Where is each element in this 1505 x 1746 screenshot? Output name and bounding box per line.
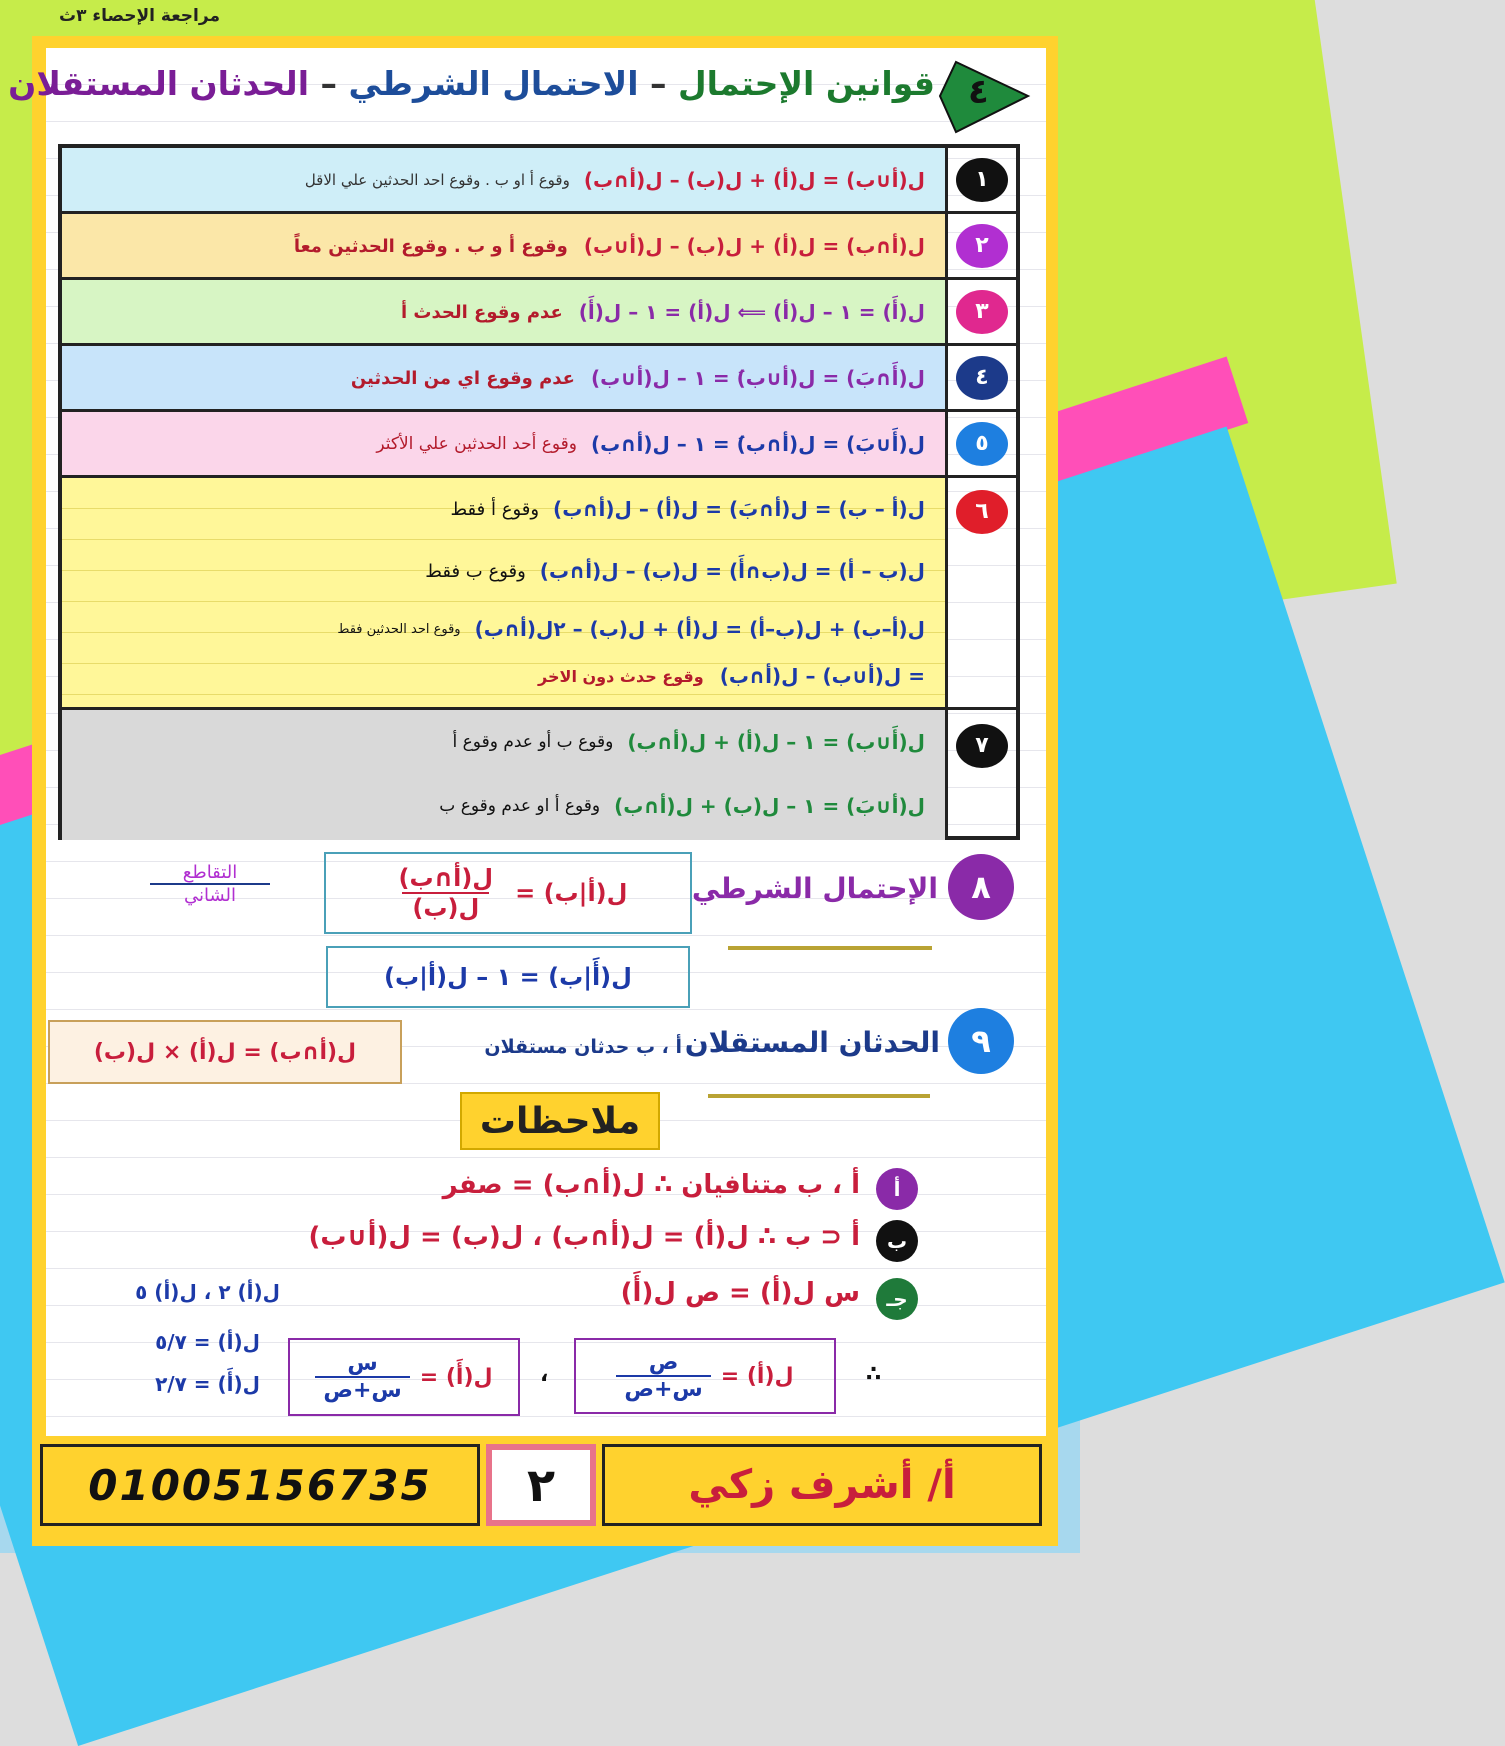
independent-note: أ ، ب حدثان مستقلان bbox=[484, 1036, 682, 1058]
note-b-text: أ ⊂ ب ∴ ل(أ) = ل(أ∩ب) ، ل(ب) = ل(أ∪ب) bbox=[308, 1222, 860, 1252]
rule-7b-formula: ل(أ∪بَ) = ١ – ل(ب) + ل(أ∩ب) bbox=[614, 794, 925, 818]
note-c-text: س ل(أ) = ص ل(أَ) bbox=[620, 1278, 860, 1308]
section-number: ٤ bbox=[968, 72, 989, 112]
rule-row-2 bbox=[62, 214, 948, 280]
title-part1: قوانين الإحتمال bbox=[678, 64, 935, 103]
rule-3-number: ٣ bbox=[956, 290, 1008, 334]
rule-row-6 bbox=[62, 478, 948, 710]
note-a-badge: أ bbox=[876, 1168, 918, 1210]
rule-4-desc: عدم وقوع اي من الحدثين bbox=[350, 367, 575, 389]
section-8-underline bbox=[728, 946, 932, 950]
note-a-text: أ ، ب متنافيان ∴ ل(أ∩ب) = صفر bbox=[442, 1170, 860, 1200]
note-b-badge: ب bbox=[876, 1220, 918, 1262]
note-c-badge: جـ bbox=[876, 1278, 918, 1320]
rule-6c-desc: وقوع احد الحدثين فقط bbox=[337, 621, 461, 637]
footer-phone: 01005156735 bbox=[40, 1444, 480, 1526]
conditional-denominator: ل(ب) bbox=[402, 892, 489, 922]
section-9-title: الحدثان المستقلان bbox=[684, 1026, 940, 1059]
conditional-numerator: ل(أ∩ب) bbox=[398, 864, 494, 892]
section-9-underline bbox=[708, 1094, 930, 1098]
rule-2-desc: وقوع أ و ب . وقوع الحدثين معاً bbox=[293, 235, 568, 257]
rule-7a-desc: وقوع ب أو عدم وقوع أ bbox=[452, 732, 614, 752]
rule-6-num-cell bbox=[948, 478, 1018, 710]
rule-6b-formula: ل(ب – أ) = ل(ب∩أَ) = ل(ب) – ل(أ∩ب) bbox=[539, 559, 925, 583]
title-part3: الحدثان المستقلان bbox=[8, 64, 310, 103]
prob-b-box bbox=[288, 1338, 520, 1416]
prob-a-denominator: س+ص bbox=[616, 1375, 710, 1402]
rule-7-num-cell bbox=[948, 710, 1018, 840]
rule-row-7 bbox=[62, 710, 948, 840]
rule-4-num-cell bbox=[948, 346, 1018, 412]
prob-b-lhs: ل(أَ) = bbox=[419, 1364, 493, 1390]
rule-6c-formula: ل(أ–ب) + ل(ب–أ) = ل(أ) + ل(ب) – ٢ل(أ∩ب) bbox=[474, 617, 925, 641]
rule-6-number: ٦ bbox=[956, 490, 1008, 534]
rule-6d-formula: = ل(أ∪ب) – ل(أ∩ب) bbox=[719, 664, 925, 688]
rule-2-number: ٢ bbox=[956, 224, 1008, 268]
conditional-fraction bbox=[389, 864, 504, 922]
note-c-aside: ل(أ) ٢ ، ل(أ) ٥ bbox=[135, 1280, 280, 1304]
title-sep-2: – bbox=[309, 64, 349, 103]
rule-3-formula: ل(أَ) = ١ – ل(أ) ⟸ ل(أ) = ١ – ل(أَ) bbox=[578, 300, 925, 324]
rule-5-desc: وقوع أحد الحدثين علي الأكثر bbox=[376, 434, 577, 454]
therefore-symbol: ∴ bbox=[866, 1362, 882, 1387]
conditional-formula-box bbox=[324, 852, 692, 934]
prob-b-denominator: س+ص bbox=[315, 1376, 409, 1403]
prob-b-fraction bbox=[315, 1351, 409, 1403]
rule-2-num-cell bbox=[948, 214, 1018, 280]
notes-title: ملاحظات bbox=[460, 1092, 660, 1150]
rule-row-5 bbox=[62, 412, 948, 478]
rule-5-formula: ل(أَ∪بَ) = ل(أ∩ب)َ = ١ – ل(أ∩ب) bbox=[590, 432, 925, 456]
rule-6a-formula: ل(أ – ب) = ل(أ∩بَ) = ل(أ) – ل(أ∩ب) bbox=[553, 497, 925, 521]
section-badge bbox=[936, 58, 1032, 136]
rule-row-4 bbox=[62, 346, 948, 412]
prob-a-numerator: ص bbox=[648, 1350, 679, 1375]
prob-a-fraction bbox=[616, 1350, 710, 1402]
rule-7b-desc: وقوع أ او عدم وقوع ب bbox=[439, 796, 601, 816]
footer-page-number: ٢ bbox=[486, 1444, 596, 1526]
rule-6b-desc: وقوع ب فقط bbox=[425, 560, 526, 582]
side-note-bottom: الشاني bbox=[183, 885, 237, 906]
prob-separator: ، bbox=[540, 1362, 549, 1387]
rule-1-desc: وقوع أ او ب . وقوع احد الحدثين علي الاقل bbox=[304, 171, 570, 189]
side-result-1: ل(أ) = ٥/٧ bbox=[155, 1330, 260, 1354]
rule-3-desc: عدم وقوع الحدث أ bbox=[400, 301, 563, 323]
independent-formula-box: ل(أ∩ب) = ل(أ) × ل(ب) bbox=[48, 1020, 402, 1084]
rule-row-3 bbox=[62, 280, 948, 346]
rules-table bbox=[58, 144, 1020, 840]
section-8-title: الإحتمال الشرطي bbox=[691, 872, 938, 905]
title-part2: الاحتمال الشرطي bbox=[348, 64, 639, 103]
prob-b-numerator: س bbox=[347, 1351, 378, 1376]
section-9-number: ٩ bbox=[948, 1008, 1014, 1074]
rule-6d-desc: وقوع حدث دون الاخر bbox=[538, 666, 704, 686]
header-note: مراجعة الإحصاء ٣ث bbox=[59, 6, 220, 26]
rule-7a-formula: ل(أَ∪ب) = ١ – ل(أ) + ل(أ∩ب) bbox=[627, 730, 925, 754]
rule-1-number: ١ bbox=[956, 158, 1008, 202]
rule-6a-desc: وقوع أ فقط bbox=[450, 498, 540, 520]
footer-teacher: أ/ أشرف زكي bbox=[602, 1444, 1042, 1526]
rule-4-formula: ل(أَ∩بَ) = ل(أ∪ب)َ = ١ – ل(أ∪ب) bbox=[590, 366, 925, 390]
rule-row-1 bbox=[62, 148, 948, 214]
conditional-complement-box: ل(أَ|ب) = ١ – ل(أ|ب) bbox=[326, 946, 690, 1008]
side-result-2: ل(أَ) = ٢/٧ bbox=[155, 1372, 260, 1396]
rule-5-number: ٥ bbox=[956, 422, 1008, 466]
side-note-top: التقاطع bbox=[150, 862, 270, 885]
rule-4-number: ٤ bbox=[956, 356, 1008, 400]
rule-3-num-cell bbox=[948, 280, 1018, 346]
prob-a-lhs: ل(أ) = bbox=[720, 1363, 794, 1389]
prob-a-box bbox=[574, 1338, 836, 1414]
rule-5-num-cell bbox=[948, 412, 1018, 478]
rule-1-formula: ل(أ∪ب) = ل(أ) + ل(ب) – ل(أ∩ب) bbox=[583, 168, 925, 192]
conditional-lhs: ل(أ|ب) = bbox=[515, 879, 628, 907]
rule-7-number: ٧ bbox=[956, 724, 1008, 768]
section-8-number: ٨ bbox=[948, 854, 1014, 920]
rule-2-formula: ل(أ∩ب) = ل(أ) + ل(ب) – ل(أ∪ب) bbox=[583, 234, 925, 258]
title-sep-1: – bbox=[638, 64, 679, 103]
conditional-side-note bbox=[150, 862, 270, 932]
page-title bbox=[8, 64, 935, 122]
rule-1-num-cell bbox=[948, 148, 1018, 214]
